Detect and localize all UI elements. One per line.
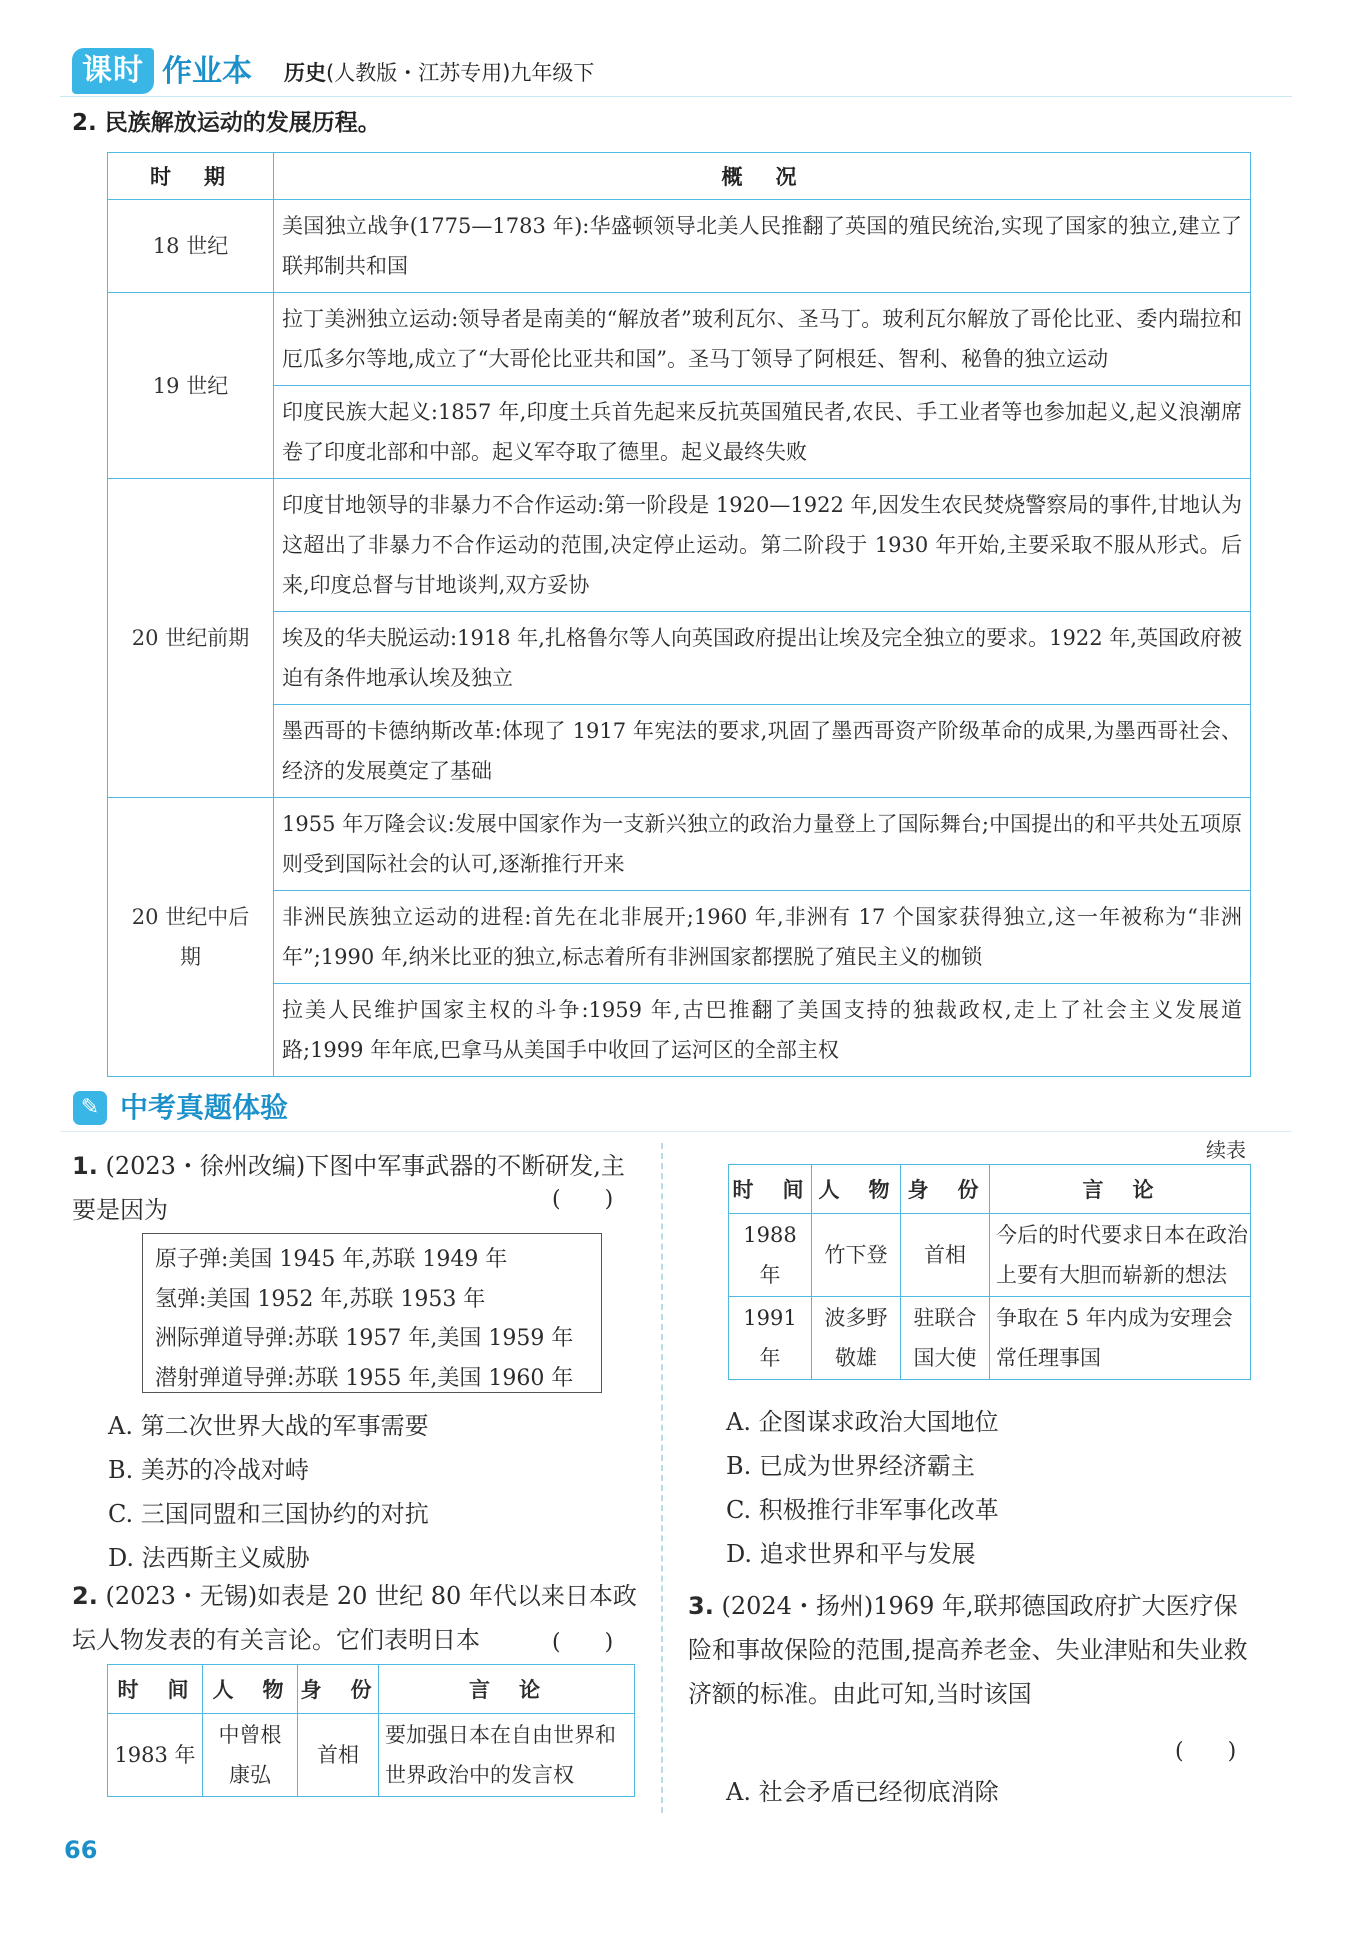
option-b: B. 美苏的冷战对峙 [108, 1456, 309, 1484]
page-number: 66 [64, 1836, 98, 1864]
table-row [108, 798, 1251, 891]
table-row [108, 891, 1251, 984]
option-c: C. 积极推行非军事化改革 [726, 1496, 999, 1524]
option-b: B. 已成为世界经济霸主 [726, 1452, 975, 1480]
option-d: D. 追求世界和平与发展 [726, 1540, 976, 1568]
column-divider [661, 1143, 663, 1813]
question-stem: (2023・徐州改编)下图中军事武器的不断研发,主要是因为 [72, 1152, 625, 1224]
question-number: 2. [72, 1582, 98, 1610]
option-a: A. 第二次世界大战的军事需要 [108, 1412, 429, 1440]
question-2-options [726, 1400, 999, 1576]
exam-section-title: 中考真题体验 [120, 1091, 289, 1124]
table-row [108, 984, 1251, 1077]
brand-name: 作业本 [162, 54, 252, 89]
col-header-role: 身 份 [298, 1665, 379, 1714]
summary-cell: 印度民族大起义:1857 年,印度土兵首先起来反抗英国殖民者,农民、手工业者等也参加起义,起义浪潮席卷了印度北部和中部。起义军夺取了德里。起义最终失败 [274, 386, 1251, 479]
person-cell: 竹下登 [812, 1214, 901, 1297]
summary-cell: 非洲民族独立运动的进程:首先在北非展开;1960 年,非洲有 17 个国家获得独立,这一年被称为“非洲年”;1990 年,纳米比亚的独立,标志着所有非洲国家都摆脱了殖民主义的枷锁 [274, 891, 1251, 984]
col-header-time: 时 间 [108, 1665, 203, 1714]
table-row [108, 612, 1251, 705]
summary-cell: 拉丁美洲独立运动:领导者是南美的“解放者”玻利瓦尔、圣马丁。玻利瓦尔解放了哥伦比亚、委内瑞拉和厄瓜多尔等地,成立了“大哥伦比亚共和国”。圣马丁领导了阿根廷、智利、秘鲁的独立运动 [274, 293, 1251, 386]
role-cell: 驻联合国大使 [901, 1297, 990, 1380]
brand-logo: 课时 [72, 48, 154, 94]
speech-cell: 争取在 5 年内成为安理会常任理事国 [990, 1297, 1251, 1380]
time-cell: 1983 年 [108, 1714, 203, 1797]
period-cell: 18 世纪 [108, 200, 274, 293]
liberation-movement-table [107, 152, 1251, 1077]
section-number: 2. [72, 110, 97, 136]
question-3-options [726, 1770, 999, 1814]
summary-cell: 印度甘地领导的非暴力不合作运动:第一阶段是 1920—1922 年,因发生农民焚烧警察局的事件,甘地认为这超出了非暴力不合作运动的范围,决定停止运动。第二阶段于 1930 年开始,主要采取不服从形式。后来,印度总督与甘地谈判,双方妥协 [274, 479, 1251, 612]
period-cell: 20 世纪中后期 [108, 798, 274, 1077]
period-cell: 20 世纪前期 [108, 479, 274, 798]
time-cell: 1988 年 [729, 1214, 812, 1297]
question-3 [688, 1584, 1258, 1716]
book-subject: 历史 [284, 61, 326, 85]
option-a: A. 社会矛盾已经彻底消除 [726, 1778, 999, 1806]
question-number: 1. [72, 1152, 98, 1180]
book-edition: (人教版・江苏专用)九年级下 [326, 61, 595, 85]
question-1-options [108, 1404, 429, 1580]
table-row [729, 1297, 1251, 1380]
summary-cell: 拉美人民维护国家主权的斗争:1959 年,古巴推翻了美国支持的独裁政权,走上了社会主义发展道路;1999 年年底,巴拿马从美国手中收回了运河区的全部主权 [274, 984, 1251, 1077]
option-a: A. 企图谋求政治大国地位 [726, 1408, 999, 1436]
weapon-timeline-box [142, 1233, 602, 1393]
col-header-speech: 言 论 [990, 1165, 1251, 1214]
role-cell: 首相 [901, 1214, 990, 1297]
answer-paren: ( ) [552, 1630, 614, 1655]
time-cell: 1991 年 [729, 1297, 812, 1380]
col-header-person: 人 物 [812, 1165, 901, 1214]
answer-paren: ( ) [1175, 1739, 1237, 1764]
question-number: 3. [688, 1592, 714, 1620]
table-row [108, 293, 1251, 386]
section-heading [72, 106, 381, 140]
summary-cell: 墨西哥的卡德纳斯改革:体现了 1917 年宪法的要求,巩固了墨西哥资产阶级革命的成果,为墨西哥社会、经济的发展奠定了基础 [274, 705, 1251, 798]
japan-statements-table [107, 1664, 635, 1797]
question-stem: (2024・扬州)1969 年,联邦德国政府扩大医疗保险和事故保险的范围,提高养老金、失业津贴和失业救济额的标准。由此可知,当时该国 [688, 1592, 1248, 1708]
option-c: C. 三国同盟和三国协约的对抗 [108, 1500, 429, 1528]
japan-statements-table-continued [728, 1164, 1251, 1380]
table-row [108, 1714, 635, 1797]
col-header-role: 身 份 [901, 1165, 990, 1214]
person-cell: 中曾根康弘 [203, 1714, 298, 1797]
question-stem: (2023・无锡)如表是 20 世纪 80 年代以来日本政坛人物发表的有关言论。它们表明日本 [72, 1582, 637, 1654]
col-header-period: 时 期 [108, 153, 274, 200]
col-header-speech: 言 论 [379, 1665, 635, 1714]
section-title: 民族解放运动的发展历程。 [104, 110, 381, 136]
table-row [108, 386, 1251, 479]
exam-divider [60, 1131, 1292, 1132]
col-header-summary: 概 况 [274, 153, 1251, 200]
book-info [284, 58, 594, 88]
summary-cell: 埃及的华夫脱运动:1918 年,扎格鲁尔等人向英国政府提出让埃及完全独立的要求。1922 年,英国政府被迫有条件地承认埃及独立 [274, 612, 1251, 705]
option-d: D. 法西斯主义威胁 [108, 1544, 310, 1572]
speech-cell: 要加强日本在自由世界和世界政治中的发言权 [379, 1714, 635, 1797]
col-header-person: 人 物 [203, 1665, 298, 1714]
summary-cell: 1955 年万隆会议:发展中国家作为一支新兴独立的政治力量登上了国际舞台;中国提出的和平共处五项原则受到国际社会的认可,逐渐推行开来 [274, 798, 1251, 891]
table-row [729, 1214, 1251, 1297]
box-line: 潜射弹道导弹:苏联 1955 年,美国 1960 年 [155, 1365, 574, 1391]
summary-cell: 美国独立战争(1775—1783 年):华盛顿领导北美人民推翻了英国的殖民统治,实现了国家的独立,建立了联邦制共和国 [274, 200, 1251, 293]
box-line: 氢弹:美国 1952 年,苏联 1953 年 [155, 1286, 486, 1312]
table-row [108, 200, 1251, 293]
period-cell: 19 世纪 [108, 293, 274, 479]
person-cell: 波多野敬雄 [812, 1297, 901, 1380]
pencil-icon: ✎ [73, 1091, 107, 1125]
answer-paren: ( ) [552, 1187, 614, 1212]
table-row [108, 705, 1251, 798]
box-line: 原子弹:美国 1945 年,苏联 1949 年 [155, 1247, 508, 1272]
speech-cell: 今后的时代要求日本在政治上要有大胆而崭新的想法 [990, 1214, 1251, 1297]
table-row [108, 479, 1251, 612]
role-cell: 首相 [298, 1714, 379, 1797]
box-line: 洲际弹道导弹:苏联 1957 年,美国 1959 年 [155, 1326, 574, 1351]
header-divider [60, 96, 1292, 97]
continued-label: 续表 [1206, 1138, 1246, 1162]
col-header-time: 时 间 [729, 1165, 812, 1214]
